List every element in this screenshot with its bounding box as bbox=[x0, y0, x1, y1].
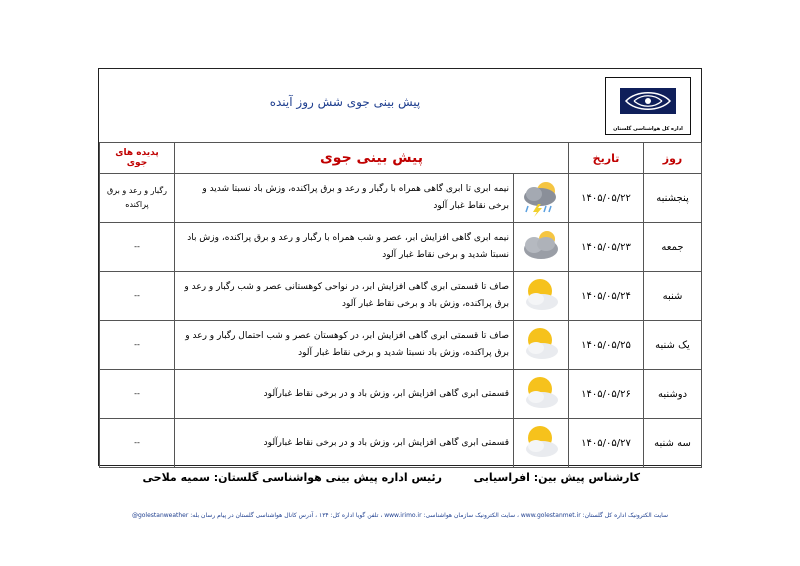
day-cell: پنجشنبه bbox=[644, 174, 702, 223]
sun-cloud-icon bbox=[518, 275, 564, 315]
forecast-text-cell: نیمه ابری تا ابری گاهی همراه با رگبار و رعد و برق پراکنده، وزش باد نسبتا شدید و برخی نقاط غبار آلود bbox=[175, 174, 514, 223]
sheet-header bbox=[99, 69, 701, 143]
weather-icon-cell bbox=[514, 321, 569, 370]
column-header-day: روز bbox=[644, 143, 702, 174]
table-row bbox=[100, 370, 702, 419]
forecast-text-cell: صاف تا قسمتی ابری گاهی افزایش ابر، در کوهستان عصر و شب احتمال رگبار و رعد و برق پراکنده، وزش باد نسبتا شدید و برخی نقاط غبار آلود bbox=[175, 321, 514, 370]
cloud-icon bbox=[518, 226, 564, 266]
phenomena-cell: -- bbox=[100, 321, 175, 370]
sun-cloud-icon bbox=[518, 324, 564, 364]
date-cell: ۱۴۰۵/۰۵/۲۴ bbox=[569, 272, 644, 321]
day-cell: دوشنبه bbox=[644, 370, 702, 419]
forecast-text-cell: قسمتی ابری گاهی افزایش ابر، وزش باد و در برخی نقاط غبارآلود bbox=[175, 370, 514, 419]
storm-cloud-icon bbox=[518, 177, 564, 217]
day-cell: سه شنبه bbox=[644, 419, 702, 468]
phenomena-cell: -- bbox=[100, 272, 175, 321]
phenomena-cell: -- bbox=[100, 223, 175, 272]
meteorology-logo bbox=[605, 77, 691, 135]
date-cell: ۱۴۰۵/۰۵/۲۷ bbox=[569, 419, 644, 468]
date-cell: ۱۴۰۵/۰۵/۲۲ bbox=[569, 174, 644, 223]
column-header-phenomena: پدیده های جوی bbox=[100, 143, 175, 174]
table-row bbox=[100, 321, 702, 370]
date-cell: ۱۴۰۵/۰۵/۲۵ bbox=[569, 321, 644, 370]
forecast-text-cell: نیمه ابری گاهی افزایش ابر، عصر و شب همراه با رگبار و رعد و برق پراکنده، وزش باد نسبتا شدید و برخی نقاط غبار آلود bbox=[175, 223, 514, 272]
forecaster-signature: کارشناس پیش بین: افراسیابی bbox=[473, 471, 640, 484]
forecast-table bbox=[99, 142, 702, 468]
sun-cloud-icon bbox=[518, 422, 564, 462]
weather-icon-cell bbox=[514, 223, 569, 272]
day-cell: یک شنبه bbox=[644, 321, 702, 370]
phenomena-cell: -- bbox=[100, 419, 175, 468]
weather-icon-cell bbox=[514, 174, 569, 223]
signature-row bbox=[98, 471, 702, 489]
sun-cloud-icon bbox=[518, 373, 564, 413]
column-header-forecast: پیش بینی جوی bbox=[175, 143, 569, 174]
footer-contact-line: سایت الکترونیک اداره کل گلستان: www.golestanmet.ir ، سایت الکترونیک سازمان هواشناسی: www.irimo.ir ، تلفن گویا اداره کل: ۱۳۴ ، آدرس کانال هواشناسی گلستان در پیام رسان بله: golestanweather@ bbox=[131, 512, 669, 519]
table-header-row bbox=[100, 143, 702, 174]
weather-icon-cell bbox=[514, 370, 569, 419]
weather-icon-cell bbox=[514, 272, 569, 321]
column-header-date: تاریخ bbox=[569, 143, 644, 174]
forecast-sheet bbox=[98, 68, 702, 466]
day-cell: شنبه bbox=[644, 272, 702, 321]
forecast-text-cell: صاف تا قسمتی ابری گاهی افزایش ابر، در نواحی کوهستانی عصر و شب رگبار و رعد و برق پراکنده، وزش باد و برخی نقاط غبار آلود bbox=[175, 272, 514, 321]
logo-emblem-icon bbox=[606, 78, 690, 124]
date-cell: ۱۴۰۵/۰۵/۲۶ bbox=[569, 370, 644, 419]
forecast-text-cell: قسمتی ابری گاهی افزایش ابر، وزش باد و در برخی نقاط غبارآلود bbox=[175, 419, 514, 468]
table-row bbox=[100, 419, 702, 468]
table-row bbox=[100, 272, 702, 321]
date-cell: ۱۴۰۵/۰۵/۲۳ bbox=[569, 223, 644, 272]
page-title: پیش بینی جوی شش روز آینده bbox=[269, 95, 421, 109]
weather-icon-cell bbox=[514, 419, 569, 468]
logo-caption: اداره کل هواشناسی گلستان bbox=[613, 126, 683, 132]
table-row bbox=[100, 223, 702, 272]
phenomena-cell: -- bbox=[100, 370, 175, 419]
day-cell: جمعه bbox=[644, 223, 702, 272]
table-row bbox=[100, 174, 702, 223]
chief-signature: رئیس اداره پیش بینی هواشناسی گلستان: سمیه ملاحی bbox=[142, 471, 442, 484]
phenomena-cell: رگبار و رعد و برق پراکنده bbox=[100, 174, 175, 223]
